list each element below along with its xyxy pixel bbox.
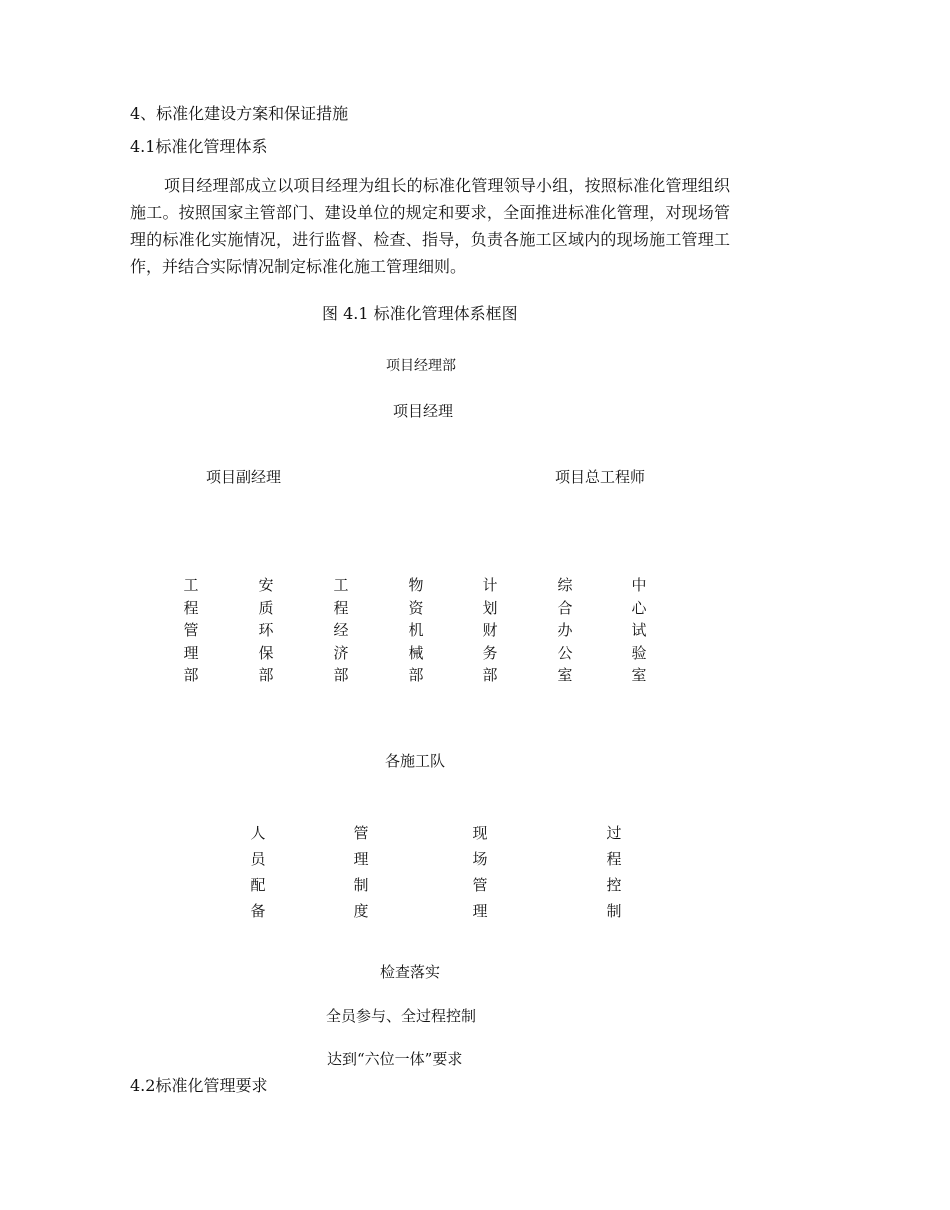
dept-safety-quality-environment: 安 质 环 保 部: [258, 576, 274, 684]
aspect-site-management: 现 场 管 理: [472, 824, 488, 920]
aspect-management-system: 管 理 制 度: [353, 824, 369, 920]
aspect-process-control: 过 程 控 制: [606, 824, 622, 920]
aspect-staffing: 人 员 配 备: [250, 824, 266, 920]
dept-planning-finance: 计 划 财 务 部: [482, 576, 498, 684]
node-project-manager: 项目经理: [393, 402, 454, 420]
node-construction-teams: 各施工队: [385, 752, 446, 770]
node-project-department: 项目经理部: [386, 358, 456, 374]
subsection-title-4-2: 4.2标准化管理要求: [130, 1076, 268, 1095]
body-paragraph: 项目经理部成立以项目经理为组长的标准化管理领导小组，按照标准化管理组织施工。按照国家主管部门、建设单位的规定和要求，全面推进标准化管理，对现场管理的标准化实施情况，进行监督、检查、指导，负责各施工区域内的现场施工管理工作，并结合实际情况制定标准化施工管理细则。: [130, 176, 730, 276]
node-chief-engineer: 项目总工程师: [555, 468, 646, 486]
dept-engineering-economics: 工 程 经 济 部: [333, 576, 349, 684]
section-title: 4、标准化建设方案和保证措施: [130, 104, 349, 123]
node-full-participation: 全员参与、全过程控制: [326, 1007, 477, 1025]
figure-caption: 图 4.1 标准化管理体系框图: [322, 304, 518, 323]
dept-central-laboratory: 中 心 试 验 室: [631, 576, 647, 684]
subsection-title-4-1: 4.1标准化管理体系: [130, 137, 268, 156]
node-deputy-manager: 项目副经理: [206, 468, 282, 486]
dept-general-office: 综 合 办 公 室: [557, 576, 573, 684]
dept-engineering-management: 工 程 管 理 部: [183, 576, 199, 684]
node-six-in-one-goal: 达到“六位一体”要求: [327, 1050, 463, 1068]
node-inspection-implementation: 检查落实: [380, 963, 441, 981]
dept-materials-machinery: 物 资 机 械 部: [408, 576, 424, 684]
